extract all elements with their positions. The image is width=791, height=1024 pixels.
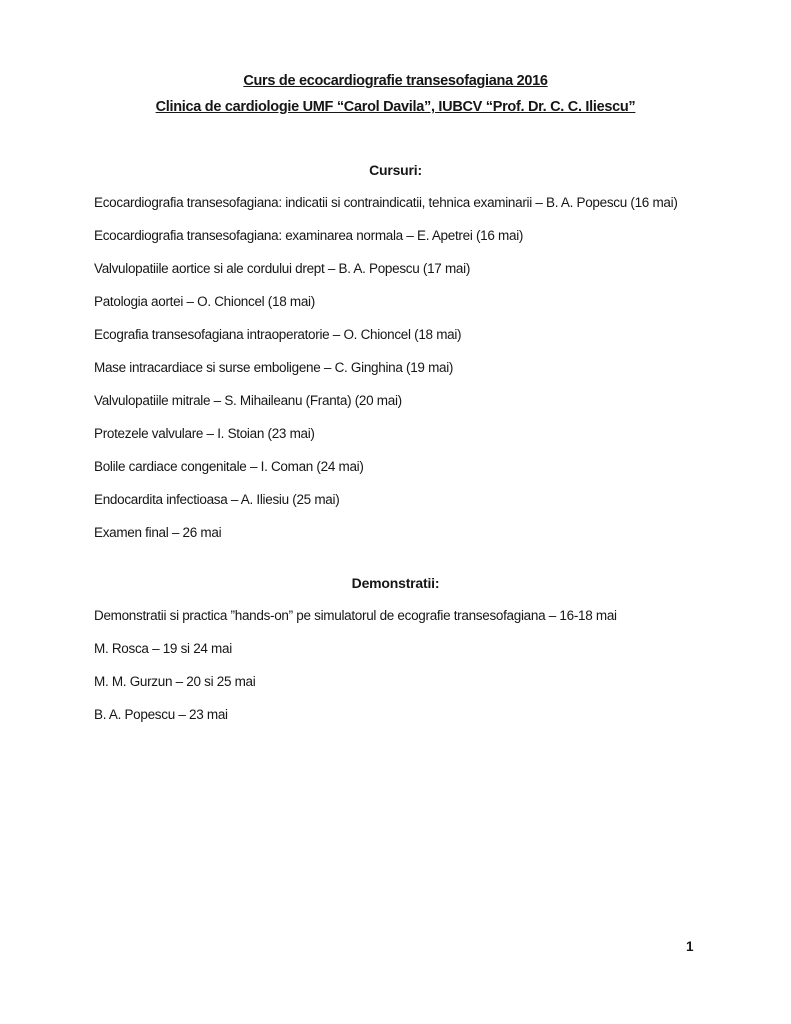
page-number: 1 [686, 939, 694, 954]
list-item: Bolile cardiace congenitale – I. Coman (24 mai) [94, 459, 364, 474]
document-sections [94, 160, 697, 725]
list-item: M. Rosca – 19 si 24 mai [94, 641, 232, 656]
list-item: B. A. Popescu – 23 mai [94, 707, 228, 722]
list-item: Examen final – 26 mai [94, 525, 222, 540]
list-item: Endocardita infectioasa – A. Iliesiu (25 mai) [94, 492, 340, 507]
document-title-block [94, 68, 697, 120]
list-item: Protezele valvulare – I. Stoian (23 mai) [94, 426, 315, 441]
document-title-line-2: Clinica de cardiologie UMF “Carol Davila”, IUBCV “Prof. Dr. C. C. Iliescu” [155, 99, 636, 115]
list-item: Ecocardiografia transesofagiana: examinarea normala – E. Apetrei (16 mai) [94, 228, 524, 243]
list-item: Ecografia transesofagiana intraoperatorie – O. Chioncel (18 mai) [94, 327, 462, 342]
list-item: Ecocardiografia transesofagiana: indicatii si contraindicatii, tehnica examinarii – B. A. Popescu (16 mai) [94, 195, 678, 210]
list-item: Valvulopatiile mitrale – S. Mihaileanu (Franta) (20 mai) [94, 393, 402, 408]
section-heading: Cursuri: [369, 162, 422, 178]
list-item: M. M. Gurzun – 20 si 25 mai [94, 674, 256, 689]
list-item: Demonstratii si practica ”hands-on” pe simulatorul de ecografie transesofagiana – 16-18 mai [94, 608, 617, 623]
list-item: Mase intracardiace si surse emboligene – C. Ginghina (19 mai) [94, 360, 454, 375]
section-heading: Demonstratii: [351, 575, 440, 591]
list-item: Patologia aortei – O. Chioncel (18 mai) [94, 294, 315, 309]
list-item: Valvulopatiile aortice si ale cordului drept – B. A. Popescu (17 mai) [94, 261, 471, 276]
document-title-line-1: Curs de ecocardiografie transesofagiana 2016 [243, 73, 548, 89]
